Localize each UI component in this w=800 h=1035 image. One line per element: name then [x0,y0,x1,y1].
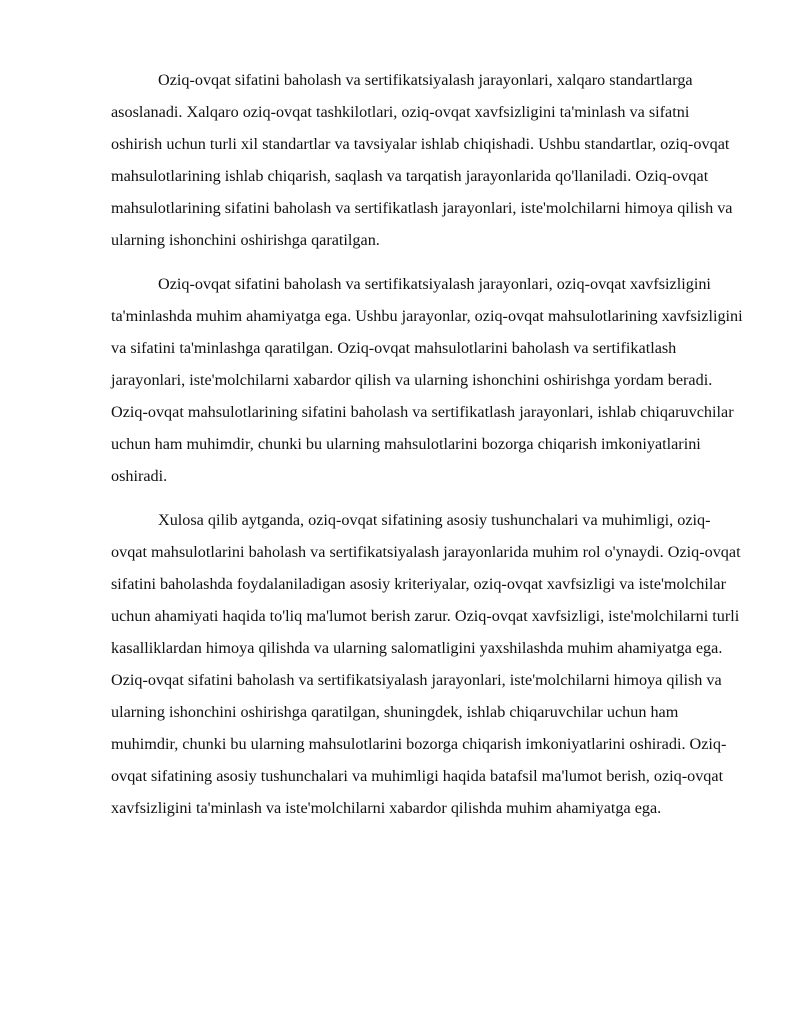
document-page [111,64,743,836]
paragraph-conclusion: Xulosa qilib aytganda, oziq-ovqat sifatining asosiy tushunchalari va muhimligi, oziq-ovqat mahsulotlarini baholash va sertifikatsiyalash jarayonlarida muhim rol o'ynaydi. Oziq-ovqat sifatini baholashda foydalaniladigan asosiy kriteriyalar, oziq-ovqat xavfsizligi va iste'molchilar uchun ahamiyati haqida to'liq ma'lumot berish zarur. Oziq-ovqat xavfsizligi, iste'molchilarni turli kasalliklardan himoya qilishda va ularning salomatligini yaxshilashda muhim ahamiyatga ega. Oziq-ovqat sifatini baholash va sertifikatsiyalash jarayonlari, iste'molchilarni himoya qilish va ularning ishonchini oshirishga qaratilgan, shuningdek, ishlab chiqaruvchilar uchun ham muhimdir, chunki bu ularning mahsulotlarini bozorga chiqarish imkoniyatlarini oshiradi. Oziq-ovqat sifatining asosiy tushunchalari va muhimligi haqida batafsil ma'lumot berish, oziq-ovqat xavfsizligini ta'minlash va iste'molchilarni xabardor qilishda muhim ahamiyatga ega. [111,511,741,817]
paragraph-food-safety-processes: Oziq-ovqat sifatini baholash va sertifikatsiyalash jarayonlari, oziq-ovqat xavfsizligini ta'minlashda muhim ahamiyatga ega. Ushbu jarayonlar, oziq-ovqat mahsulotlarining xavfsizligini va sifatini ta'minlashga qaratilgan. Oziq-ovqat mahsulotlarini baholash va sertifikatlash jarayonlari, iste'molchilarni xabardor qilish va ularning ishonchini oshirishga yordam beradi. Oziq-ovqat mahsulotlarining sifatini baholash va sertifikatlash jarayonlari, ishlab chiqaruvchilar uchun ham muhimdir, chunki bu ularning mahsulotlarini bozorga chiqarish imkoniyatlarini oshiradi. [111,275,743,485]
paragraph-international-standards: Oziq-ovqat sifatini baholash va sertifikatsiyalash jarayonlari, xalqaro standartlarga asoslanadi. Xalqaro oziq-ovqat tashkilotlari, oziq-ovqat xavfsizligini ta'minlash va sifatni oshirish uchun turli xil standartlar va tavsiyalar ishlab chiqishadi. Ushbu standartlar, oziq-ovqat mahsulotlarining ishlab chiqarish, saqlash va tarqatish jarayonlarida qo'llaniladi. Oziq-ovqat mahsulotlarining sifatini baholash va sertifikatlash jarayonlari, iste'molchilarni himoya qilish va ularning ishonchini oshirishga qaratilgan. [111,71,733,249]
